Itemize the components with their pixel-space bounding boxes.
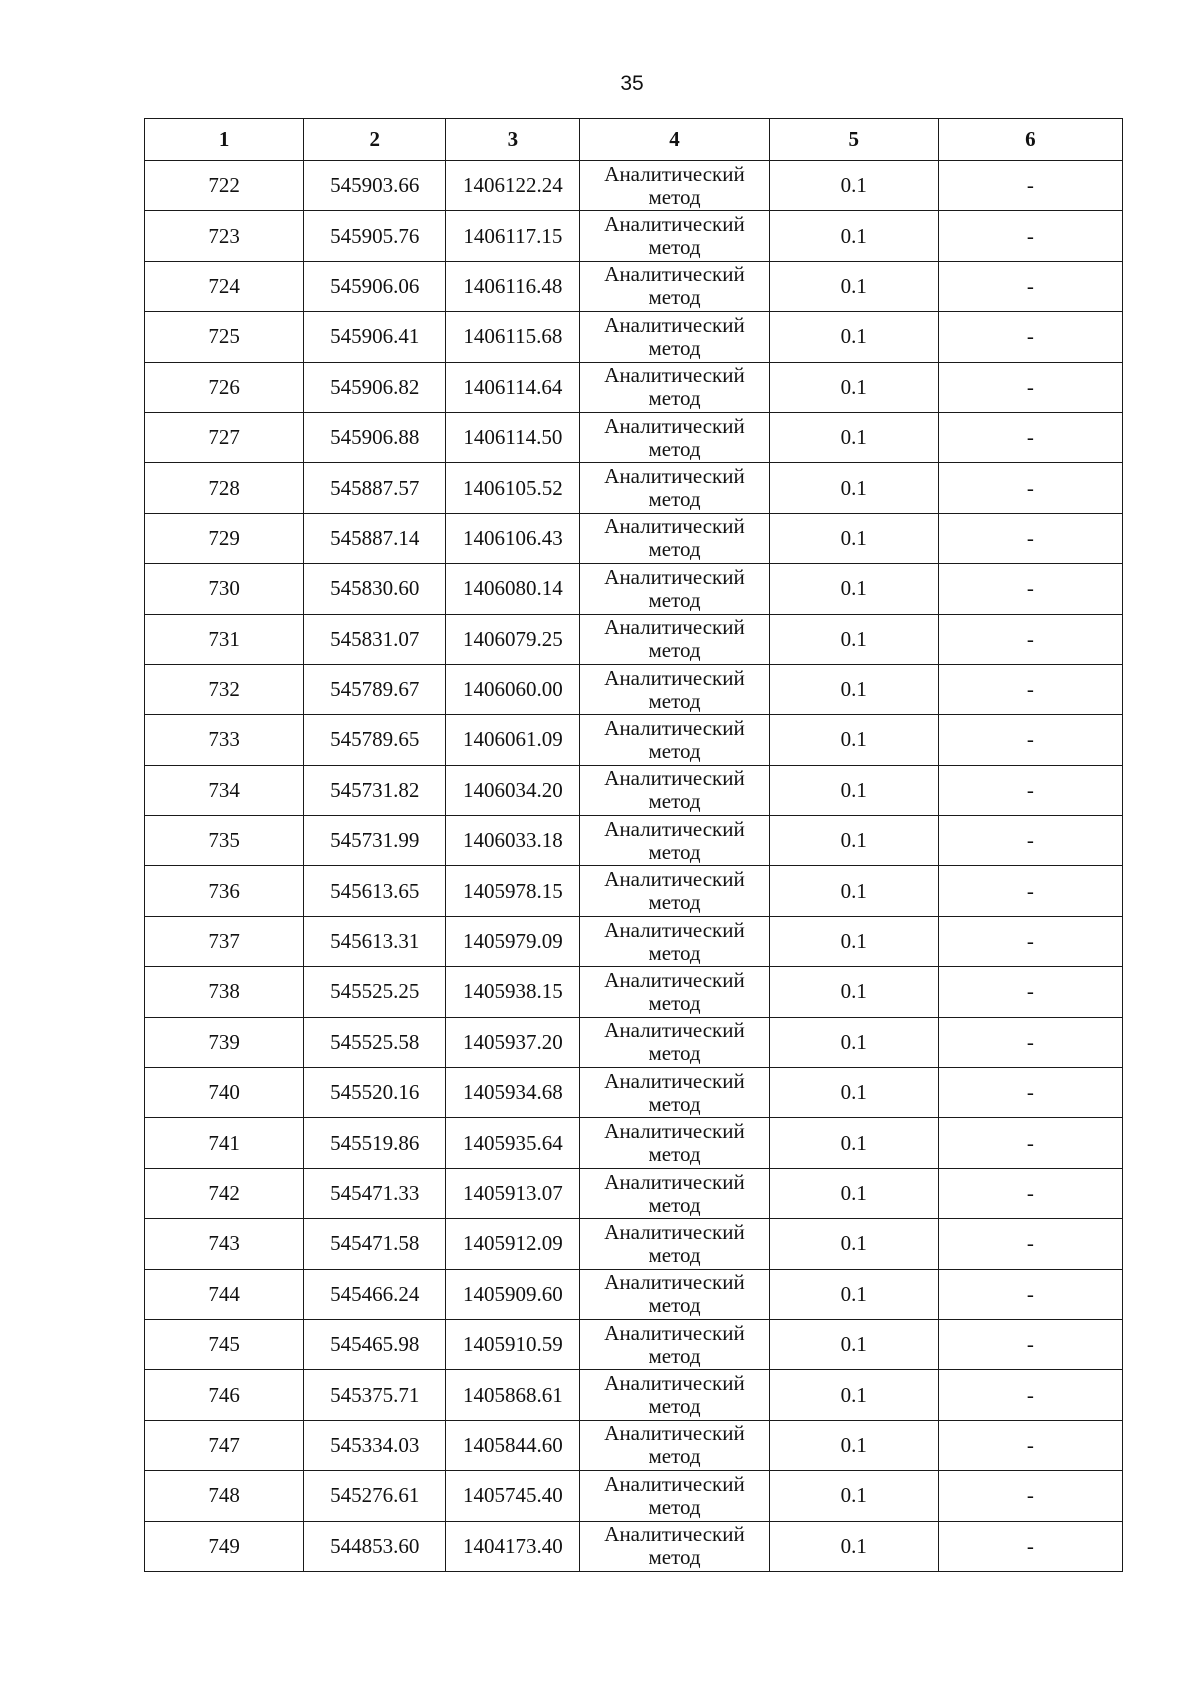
point-number-cell: 730 <box>145 564 304 614</box>
table-row <box>145 816 1123 866</box>
point-number-cell: 733 <box>145 715 304 765</box>
table-body <box>145 161 1123 1572</box>
method-cell <box>580 715 769 765</box>
note-cell: - <box>938 1017 1122 1067</box>
method-line-1: Аналитический <box>604 312 745 337</box>
accuracy-cell: 0.1 <box>769 312 938 362</box>
y-coordinate-cell: 1405938.15 <box>446 967 580 1017</box>
table-row <box>145 1319 1123 1369</box>
table-row <box>145 1068 1123 1118</box>
accuracy-cell: 0.1 <box>769 916 938 966</box>
method-line-2: метод <box>648 839 701 864</box>
method-cell <box>580 1471 769 1521</box>
method-line-1: Аналитический <box>604 1270 745 1295</box>
x-coordinate-cell: 545613.65 <box>304 866 446 916</box>
table-row <box>145 1168 1123 1218</box>
method-cell <box>580 463 769 513</box>
y-coordinate-cell: 1405979.09 <box>446 916 580 966</box>
accuracy-cell: 0.1 <box>769 614 938 664</box>
method-line-1: Аналитический <box>604 1169 745 1194</box>
point-number-cell: 743 <box>145 1219 304 1269</box>
point-number-cell: 740 <box>145 1068 304 1118</box>
x-coordinate-cell: 545905.76 <box>304 211 446 261</box>
y-coordinate-cell: 1406033.18 <box>446 816 580 866</box>
accuracy-cell: 0.1 <box>769 412 938 462</box>
note-cell: - <box>938 412 1122 462</box>
y-coordinate-cell: 1406105.52 <box>446 463 580 513</box>
y-coordinate-cell: 1406079.25 <box>446 614 580 664</box>
note-cell: - <box>938 513 1122 563</box>
method-line-2: метод <box>648 386 701 411</box>
method-cell <box>580 866 769 916</box>
method-line-2: метод <box>648 1343 701 1368</box>
accuracy-cell: 0.1 <box>769 261 938 311</box>
method-cell <box>580 1168 769 1218</box>
method-cell <box>580 765 769 815</box>
point-number-cell: 731 <box>145 614 304 664</box>
y-coordinate-cell: 1406116.48 <box>446 261 580 311</box>
y-coordinate-cell: 1405868.61 <box>446 1370 580 1420</box>
note-cell: - <box>938 1168 1122 1218</box>
point-number-cell: 727 <box>145 412 304 462</box>
method-cell <box>580 564 769 614</box>
y-coordinate-cell: 1405978.15 <box>446 866 580 916</box>
method-line-2: метод <box>648 1444 701 1469</box>
point-number-cell: 747 <box>145 1420 304 1470</box>
method-line-2: метод <box>648 184 701 209</box>
table-row <box>145 312 1123 362</box>
method-line-2: метод <box>648 285 701 310</box>
x-coordinate-cell: 545906.06 <box>304 261 446 311</box>
table-row <box>145 664 1123 714</box>
note-cell: - <box>938 1319 1122 1369</box>
x-coordinate-cell: 545906.88 <box>304 412 446 462</box>
method-line-1: Аналитический <box>604 1421 745 1446</box>
y-coordinate-cell: 1405910.59 <box>446 1319 580 1369</box>
point-number-cell: 749 <box>145 1521 304 1571</box>
method-cell <box>580 312 769 362</box>
method-line-2: метод <box>648 1293 701 1318</box>
method-line-1: Аналитический <box>604 1471 745 1496</box>
y-coordinate-cell: 1405912.09 <box>446 1219 580 1269</box>
table-row <box>145 916 1123 966</box>
x-coordinate-cell: 545906.41 <box>304 312 446 362</box>
accuracy-cell: 0.1 <box>769 1521 938 1571</box>
accuracy-cell: 0.1 <box>769 1068 938 1118</box>
method-cell <box>580 1118 769 1168</box>
method-line-2: метод <box>648 235 701 260</box>
method-cell <box>580 1420 769 1470</box>
method-cell <box>580 816 769 866</box>
accuracy-cell: 0.1 <box>769 513 938 563</box>
point-number-cell: 725 <box>145 312 304 362</box>
note-cell: - <box>938 916 1122 966</box>
method-line-2: метод <box>648 638 701 663</box>
point-number-cell: 736 <box>145 866 304 916</box>
accuracy-cell: 0.1 <box>769 463 938 513</box>
point-number-cell: 726 <box>145 362 304 412</box>
y-coordinate-cell: 1405844.60 <box>446 1420 580 1470</box>
x-coordinate-cell: 545471.58 <box>304 1219 446 1269</box>
y-coordinate-cell: 1405913.07 <box>446 1168 580 1218</box>
x-coordinate-cell: 544853.60 <box>304 1521 446 1571</box>
method-cell <box>580 614 769 664</box>
x-coordinate-cell: 545731.99 <box>304 816 446 866</box>
note-cell: - <box>938 866 1122 916</box>
note-cell: - <box>938 1420 1122 1470</box>
y-coordinate-cell: 1406080.14 <box>446 564 580 614</box>
y-coordinate-cell: 1405745.40 <box>446 1471 580 1521</box>
method-line-2: метод <box>648 1242 701 1267</box>
y-coordinate-cell: 1405909.60 <box>446 1269 580 1319</box>
method-line-1: Аналитический <box>604 1320 745 1345</box>
method-cell <box>580 916 769 966</box>
accuracy-cell: 0.1 <box>769 161 938 211</box>
table-row <box>145 614 1123 664</box>
point-number-cell: 728 <box>145 463 304 513</box>
method-line-1: Аналитический <box>604 564 745 589</box>
y-coordinate-cell: 1406060.00 <box>446 664 580 714</box>
point-number-cell: 746 <box>145 1370 304 1420</box>
method-line-1: Аналитический <box>604 967 745 992</box>
method-cell <box>580 1068 769 1118</box>
x-coordinate-cell: 545887.57 <box>304 463 446 513</box>
accuracy-cell: 0.1 <box>769 1017 938 1067</box>
point-number-cell: 744 <box>145 1269 304 1319</box>
note-cell: - <box>938 1521 1122 1571</box>
x-coordinate-cell: 545525.58 <box>304 1017 446 1067</box>
x-coordinate-cell: 545830.60 <box>304 564 446 614</box>
note-cell: - <box>938 614 1122 664</box>
method-line-2: метод <box>648 890 701 915</box>
method-cell <box>580 362 769 412</box>
method-line-2: метод <box>648 1041 701 1066</box>
x-coordinate-cell: 545789.67 <box>304 664 446 714</box>
method-cell <box>580 664 769 714</box>
note-cell: - <box>938 967 1122 1017</box>
table-row <box>145 211 1123 261</box>
table-header-row <box>145 119 1123 161</box>
header-col-6: 6 <box>938 119 1122 161</box>
y-coordinate-cell: 1406122.24 <box>446 161 580 211</box>
point-number-cell: 739 <box>145 1017 304 1067</box>
table-row <box>145 1420 1123 1470</box>
method-line-2: метод <box>648 587 701 612</box>
note-cell: - <box>938 1068 1122 1118</box>
method-line-2: метод <box>648 990 701 1015</box>
method-cell <box>580 1521 769 1571</box>
x-coordinate-cell: 545731.82 <box>304 765 446 815</box>
table-row <box>145 564 1123 614</box>
accuracy-cell: 0.1 <box>769 715 938 765</box>
table-row <box>145 412 1123 462</box>
table-row <box>145 866 1123 916</box>
accuracy-cell: 0.1 <box>769 1420 938 1470</box>
point-number-cell: 732 <box>145 664 304 714</box>
method-line-1: Аналитический <box>604 1068 745 1093</box>
method-line-1: Аналитический <box>604 766 745 791</box>
method-line-2: метод <box>648 1545 701 1570</box>
note-cell: - <box>938 1269 1122 1319</box>
x-coordinate-cell: 545789.65 <box>304 715 446 765</box>
method-line-1: Аналитический <box>604 1371 745 1396</box>
y-coordinate-cell: 1406061.09 <box>446 715 580 765</box>
x-coordinate-cell: 545906.82 <box>304 362 446 412</box>
note-cell: - <box>938 1118 1122 1168</box>
method-line-1: Аналитический <box>604 262 745 287</box>
method-cell <box>580 1017 769 1067</box>
table-row <box>145 1269 1123 1319</box>
table-row <box>145 1471 1123 1521</box>
method-line-2: метод <box>648 537 701 562</box>
table-row <box>145 1219 1123 1269</box>
y-coordinate-cell: 1404173.40 <box>446 1521 580 1571</box>
point-number-cell: 745 <box>145 1319 304 1369</box>
method-line-2: метод <box>648 1142 701 1167</box>
accuracy-cell: 0.1 <box>769 1118 938 1168</box>
method-cell <box>580 513 769 563</box>
accuracy-cell: 0.1 <box>769 1471 938 1521</box>
accuracy-cell: 0.1 <box>769 1168 938 1218</box>
accuracy-cell: 0.1 <box>769 1370 938 1420</box>
method-cell <box>580 1370 769 1420</box>
point-number-cell: 735 <box>145 816 304 866</box>
table-row <box>145 1017 1123 1067</box>
table-row <box>145 715 1123 765</box>
header-col-1: 1 <box>145 119 304 161</box>
table-row <box>145 1370 1123 1420</box>
method-line-1: Аналитический <box>604 514 745 539</box>
table-row <box>145 1521 1123 1571</box>
x-coordinate-cell: 545471.33 <box>304 1168 446 1218</box>
accuracy-cell: 0.1 <box>769 967 938 1017</box>
point-number-cell: 742 <box>145 1168 304 1218</box>
method-cell <box>580 211 769 261</box>
note-cell: - <box>938 715 1122 765</box>
page-number: 35 <box>620 72 644 95</box>
table-row <box>145 362 1123 412</box>
y-coordinate-cell: 1405935.64 <box>446 1118 580 1168</box>
method-line-1: Аналитический <box>604 1522 745 1547</box>
note-cell: - <box>938 664 1122 714</box>
x-coordinate-cell: 545334.03 <box>304 1420 446 1470</box>
method-line-1: Аналитический <box>604 715 745 740</box>
method-cell <box>580 1319 769 1369</box>
x-coordinate-cell: 545903.66 <box>304 161 446 211</box>
y-coordinate-cell: 1406114.50 <box>446 412 580 462</box>
method-line-1: Аналитический <box>604 1219 745 1244</box>
method-line-2: метод <box>648 335 701 360</box>
point-number-cell: 741 <box>145 1118 304 1168</box>
note-cell: - <box>938 463 1122 513</box>
accuracy-cell: 0.1 <box>769 765 938 815</box>
method-cell <box>580 1219 769 1269</box>
note-cell: - <box>938 312 1122 362</box>
accuracy-cell: 0.1 <box>769 1219 938 1269</box>
x-coordinate-cell: 545525.25 <box>304 967 446 1017</box>
x-coordinate-cell: 545465.98 <box>304 1319 446 1369</box>
point-number-cell: 722 <box>145 161 304 211</box>
method-line-1: Аналитический <box>604 464 745 489</box>
method-line-1: Аналитический <box>604 615 745 640</box>
note-cell: - <box>938 1219 1122 1269</box>
method-line-1: Аналитический <box>604 363 745 388</box>
accuracy-cell: 0.1 <box>769 1269 938 1319</box>
method-line-1: Аналитический <box>604 867 745 892</box>
method-line-2: метод <box>648 789 701 814</box>
y-coordinate-cell: 1406106.43 <box>446 513 580 563</box>
x-coordinate-cell: 545831.07 <box>304 614 446 664</box>
method-cell <box>580 161 769 211</box>
table-row <box>145 463 1123 513</box>
method-line-2: метод <box>648 1091 701 1116</box>
note-cell: - <box>938 1370 1122 1420</box>
method-line-2: метод <box>648 688 701 713</box>
y-coordinate-cell: 1405937.20 <box>446 1017 580 1067</box>
method-line-1: Аналитический <box>604 816 745 841</box>
accuracy-cell: 0.1 <box>769 211 938 261</box>
method-line-1: Аналитический <box>604 1119 745 1144</box>
y-coordinate-cell: 1406114.64 <box>446 362 580 412</box>
note-cell: - <box>938 816 1122 866</box>
table-row <box>145 967 1123 1017</box>
accuracy-cell: 0.1 <box>769 816 938 866</box>
note-cell: - <box>938 1471 1122 1521</box>
method-cell <box>580 1269 769 1319</box>
point-number-cell: 734 <box>145 765 304 815</box>
method-line-1: Аналитический <box>604 1018 745 1043</box>
method-line-1: Аналитический <box>604 917 745 942</box>
accuracy-cell: 0.1 <box>769 664 938 714</box>
y-coordinate-cell: 1406115.68 <box>446 312 580 362</box>
x-coordinate-cell: 545276.61 <box>304 1471 446 1521</box>
method-line-2: метод <box>648 1394 701 1419</box>
method-line-1: Аналитический <box>604 665 745 690</box>
note-cell: - <box>938 362 1122 412</box>
point-number-cell: 723 <box>145 211 304 261</box>
table-row <box>145 1118 1123 1168</box>
method-cell <box>580 412 769 462</box>
point-number-cell: 724 <box>145 261 304 311</box>
table-row <box>145 765 1123 815</box>
method-line-2: метод <box>648 1494 701 1519</box>
coordinates-table <box>144 118 1123 1572</box>
method-cell <box>580 261 769 311</box>
method-line-1: Аналитический <box>604 212 745 237</box>
y-coordinate-cell: 1406034.20 <box>446 765 580 815</box>
header-col-4: 4 <box>580 119 769 161</box>
point-number-cell: 729 <box>145 513 304 563</box>
y-coordinate-cell: 1405934.68 <box>446 1068 580 1118</box>
method-line-2: метод <box>648 487 701 512</box>
x-coordinate-cell: 545613.31 <box>304 916 446 966</box>
accuracy-cell: 0.1 <box>769 1319 938 1369</box>
note-cell: - <box>938 211 1122 261</box>
point-number-cell: 748 <box>145 1471 304 1521</box>
method-line-1: Аналитический <box>604 413 745 438</box>
x-coordinate-cell: 545519.86 <box>304 1118 446 1168</box>
note-cell: - <box>938 564 1122 614</box>
method-line-2: метод <box>648 1192 701 1217</box>
header-col-3: 3 <box>446 119 580 161</box>
method-line-2: метод <box>648 738 701 763</box>
table-row <box>145 161 1123 211</box>
method-line-2: метод <box>648 940 701 965</box>
y-coordinate-cell: 1406117.15 <box>446 211 580 261</box>
accuracy-cell: 0.1 <box>769 362 938 412</box>
accuracy-cell: 0.1 <box>769 564 938 614</box>
point-number-cell: 737 <box>145 916 304 966</box>
accuracy-cell: 0.1 <box>769 866 938 916</box>
note-cell: - <box>938 261 1122 311</box>
table-row <box>145 261 1123 311</box>
x-coordinate-cell: 545520.16 <box>304 1068 446 1118</box>
table-row <box>145 513 1123 563</box>
method-line-1: Аналитический <box>604 161 745 186</box>
note-cell: - <box>938 765 1122 815</box>
x-coordinate-cell: 545887.14 <box>304 513 446 563</box>
method-line-2: метод <box>648 436 701 461</box>
point-number-cell: 738 <box>145 967 304 1017</box>
x-coordinate-cell: 545375.71 <box>304 1370 446 1420</box>
method-cell <box>580 967 769 1017</box>
header-col-5: 5 <box>769 119 938 161</box>
note-cell: - <box>938 161 1122 211</box>
x-coordinate-cell: 545466.24 <box>304 1269 446 1319</box>
header-col-2: 2 <box>304 119 446 161</box>
